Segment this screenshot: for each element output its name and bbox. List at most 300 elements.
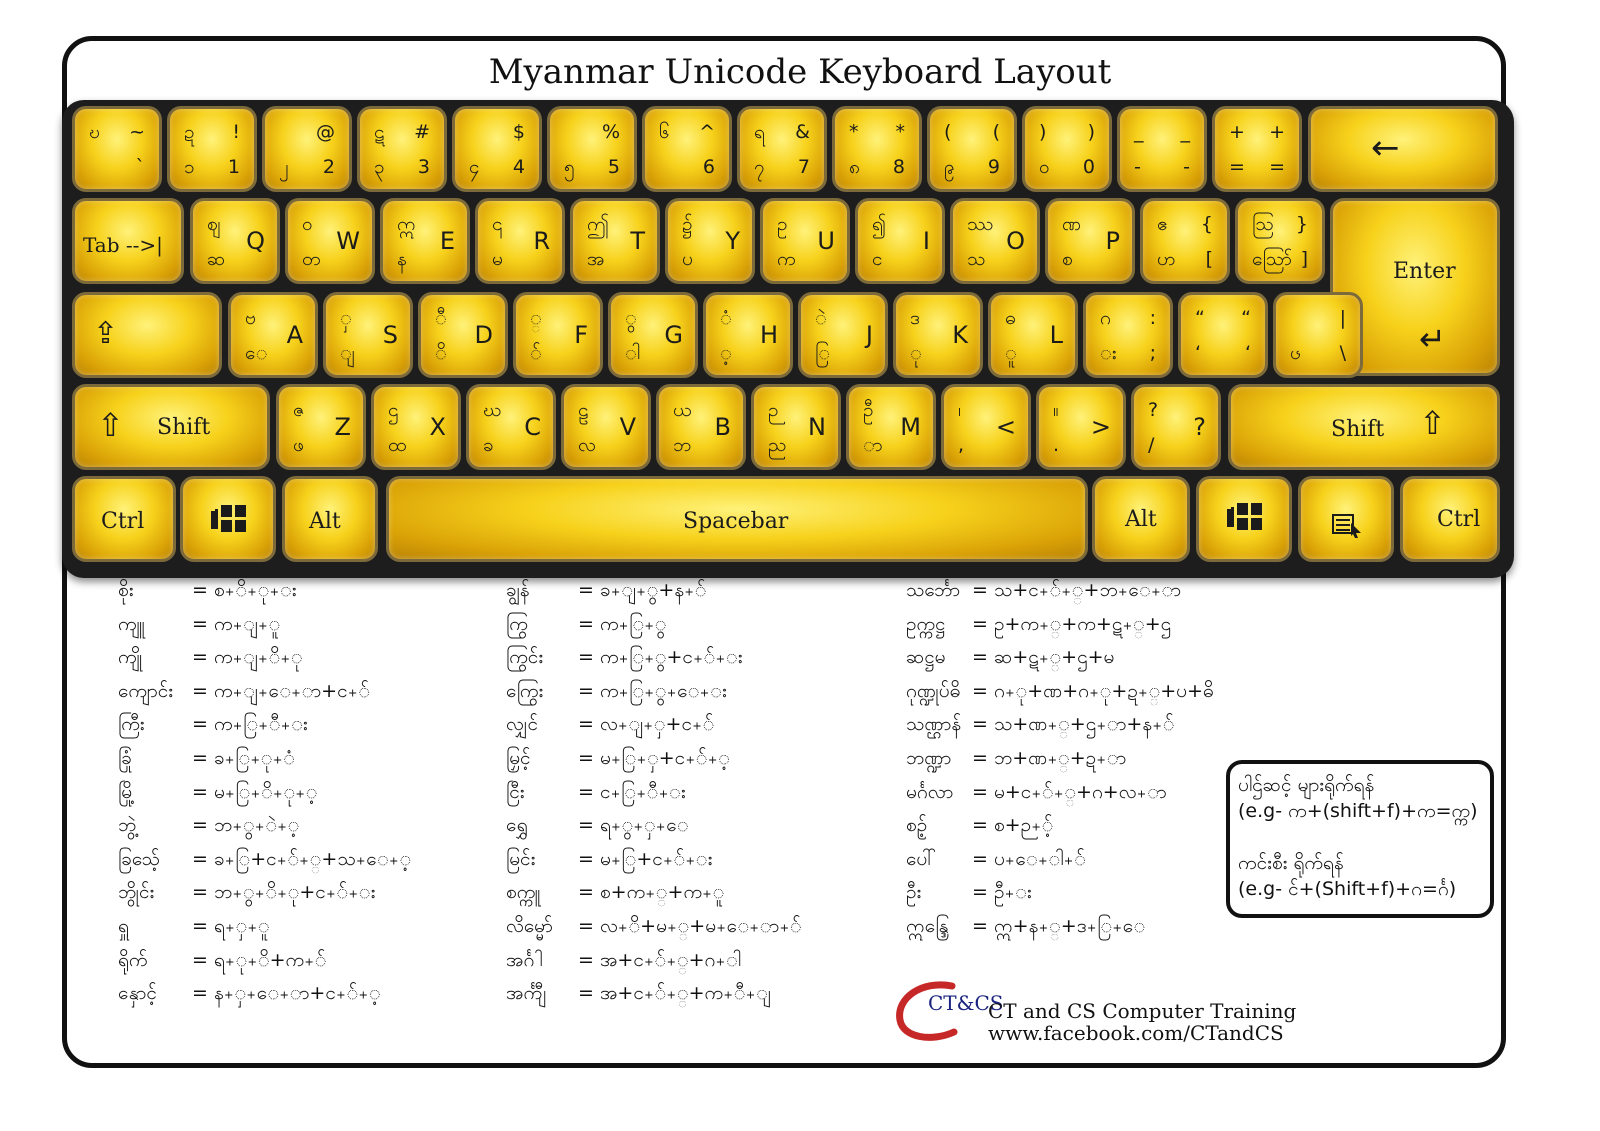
key-letter: Y bbox=[725, 227, 740, 255]
left-shift-key[interactable] bbox=[72, 384, 270, 470]
rule-word: ရှူ bbox=[118, 915, 129, 937]
rule-formula: = မ+ြ+ှ+င+်+့ bbox=[578, 747, 730, 769]
key-r4-9[interactable] bbox=[1131, 384, 1221, 470]
key-legend-bl: - bbox=[1134, 156, 1141, 178]
key-letter: N bbox=[808, 413, 826, 441]
rule-word: ကြီး bbox=[118, 713, 145, 736]
key-r2-10[interactable] bbox=[1140, 198, 1230, 284]
rule-formula: = က+ျ+ူ bbox=[192, 612, 281, 635]
key-legend-base: . bbox=[1053, 434, 1060, 456]
key-r3-4[interactable] bbox=[608, 292, 698, 378]
right-ctrl-label: Ctrl bbox=[1437, 507, 1481, 532]
rule-formula: = ခ+ြ+ု+ံ bbox=[192, 747, 295, 769]
shift-arrow-icon: ⇧ bbox=[1419, 404, 1446, 442]
key-letter: ? bbox=[1193, 413, 1206, 441]
key-legend-tr: | bbox=[1339, 307, 1346, 329]
key-legend-tl: * bbox=[849, 121, 859, 143]
key-letter: Z bbox=[334, 413, 351, 441]
key-legend-shift: ယ bbox=[673, 399, 692, 421]
key-r1-11[interactable] bbox=[1117, 106, 1207, 192]
key-legend-br: ` bbox=[135, 156, 145, 178]
key-legend-br: = bbox=[1269, 156, 1285, 178]
key-legend-tl: _ bbox=[1134, 121, 1144, 143]
key-legend-tr: ~ bbox=[129, 121, 145, 143]
key-legend-shift: ဒ bbox=[910, 307, 920, 329]
key-letter: T bbox=[630, 227, 645, 255]
rule-formula: = ခ+ျ+ွ+န+် bbox=[578, 579, 707, 601]
enter-arrow-icon: ↵ bbox=[1419, 320, 1446, 358]
key-r4-3[interactable] bbox=[561, 384, 651, 470]
key-legend-tl: ဂ bbox=[1100, 307, 1111, 329]
rule-formula: = ရ+ှ+ူ bbox=[192, 915, 270, 937]
rule-formula: = စ+ိ+ု+း bbox=[192, 579, 297, 601]
key-r1-7[interactable] bbox=[737, 106, 827, 192]
key-legend-tl: ဎ bbox=[89, 121, 100, 143]
brand-name: CT and CS Computer Training bbox=[988, 999, 1297, 1023]
key-legend-br: ; bbox=[1149, 342, 1156, 364]
key-legend-base: / bbox=[1148, 434, 1155, 456]
key-legend-shift: ီ bbox=[435, 307, 447, 329]
key-legend-base: ျ bbox=[340, 342, 355, 364]
key-letter: I bbox=[922, 227, 930, 255]
key-legend-bl: ၁ bbox=[184, 156, 195, 178]
key-legend-tr: ! bbox=[232, 121, 240, 143]
key-legend-tl: ဩ bbox=[1252, 213, 1274, 235]
key-r1-0[interactable] bbox=[72, 106, 162, 192]
right-shift-label: Shift bbox=[1331, 417, 1385, 442]
windows-logo-icon bbox=[209, 503, 249, 537]
key-legend-tr: ) bbox=[1087, 121, 1095, 143]
key-legend-shift: ဠ bbox=[578, 399, 589, 421]
key-r2-0[interactable] bbox=[190, 198, 280, 284]
right-shift-key[interactable] bbox=[1228, 384, 1500, 470]
rule-word: ကြွ bbox=[506, 612, 528, 635]
key-legend-br: [ bbox=[1205, 248, 1213, 270]
key-legend-base: တ bbox=[302, 248, 321, 270]
key-legend-tl: ၆ bbox=[659, 121, 670, 143]
key-legend-br: 2 bbox=[322, 156, 335, 178]
key-legend-shift: ဦ bbox=[863, 399, 874, 421]
rule-formula: = ဘ+ွ+ဲ+့ bbox=[192, 814, 300, 837]
key-legend-br: 6 bbox=[702, 156, 715, 178]
key-letter: A bbox=[286, 321, 303, 349]
rule-formula: = ဘ+ွ+ိ+ု+င+်+း bbox=[192, 881, 376, 904]
key-letter: > bbox=[1090, 413, 1111, 441]
rule-word: မြို့ bbox=[118, 780, 135, 803]
rule-formula: = သ+ဏ+္+ဌ+ာ+န+် bbox=[972, 713, 1175, 736]
key-letter: D bbox=[474, 321, 493, 349]
key-legend-bl: ၀ bbox=[1039, 156, 1050, 178]
rule-word: ဥက္ကဋ္ဌ bbox=[906, 612, 946, 635]
enter-label: Enter bbox=[1393, 259, 1456, 284]
rule-word: ရိုက် bbox=[118, 948, 148, 971]
key-legend-shift: ံ bbox=[720, 307, 732, 329]
rule-formula: = က+ြ+ွ+ေ+း bbox=[578, 679, 727, 702]
key-legend-tr: } bbox=[1295, 213, 1308, 235]
rule-formula: = မ+င+်+္+ဂ+လ+ာ bbox=[972, 780, 1167, 803]
rule-word: ဂုဏ္ဍုပ်ဓိ bbox=[906, 679, 961, 702]
tab-label: Tab -->| bbox=[83, 233, 163, 257]
key-legend-tr: “ bbox=[1241, 307, 1251, 329]
rule-formula: = င+ြ+ီ+း bbox=[578, 780, 686, 803]
key-legend-shift: ဃ bbox=[483, 399, 502, 421]
rule-formula: = စ+က+္+က+ူ bbox=[578, 881, 725, 904]
left-ctrl-key[interactable] bbox=[72, 476, 176, 562]
key-letter: G bbox=[664, 321, 683, 349]
key-legend-tr: _ bbox=[1180, 121, 1190, 143]
key-r3-5[interactable] bbox=[703, 292, 793, 378]
key-r1-10[interactable] bbox=[1022, 106, 1112, 192]
rule-formula: = စ+ဉ+့် bbox=[972, 814, 1054, 837]
key-legend-tl: “ bbox=[1195, 307, 1205, 329]
key-legend-base: ါ bbox=[625, 342, 641, 364]
key-letter: W bbox=[336, 227, 360, 255]
key-legend-base: န bbox=[397, 248, 407, 270]
key-r4-8[interactable] bbox=[1036, 384, 1126, 470]
key-legend-bl: ၇ bbox=[754, 156, 765, 178]
ctcs-logo-icon bbox=[892, 980, 1004, 1044]
rule-formula: = ဣ+န+္+ဒ+ြ+ေ bbox=[972, 915, 1146, 937]
left-alt-label: Alt bbox=[309, 509, 341, 534]
rule-formula: = က+ြ+ွ+င+်+း bbox=[578, 646, 743, 669]
key-letter: R bbox=[533, 227, 550, 255]
key-r2-3[interactable] bbox=[475, 198, 565, 284]
key-legend-shift: ွ bbox=[625, 307, 637, 329]
rule-word: ကြွင်း bbox=[506, 646, 544, 669]
key-legend-br: \ bbox=[1339, 342, 1346, 364]
key-legend-bl: ဪ bbox=[1252, 248, 1292, 270]
key-legend-base: , bbox=[958, 434, 965, 456]
key-legend-shift: ၍ bbox=[872, 213, 887, 235]
key-r2-7[interactable] bbox=[855, 198, 945, 284]
logo-text: CT&CS bbox=[928, 991, 1004, 1015]
right-alt-label: Alt bbox=[1125, 507, 1157, 532]
note-line-4: (e.g- င်+(Shift+f)+ဂ=င်္ဂ) bbox=[1238, 878, 1457, 900]
key-r2-8[interactable] bbox=[950, 198, 1040, 284]
key-r3-11[interactable] bbox=[1273, 292, 1363, 378]
key-letter: P bbox=[1105, 227, 1120, 255]
key-legend-shift: ဏ bbox=[1062, 213, 1082, 235]
rule-formula: = မ+ြ+င+်+း bbox=[578, 847, 713, 870]
key-legend-base: င bbox=[872, 248, 883, 270]
key-legend-base: ု bbox=[910, 342, 922, 364]
key-r3-2[interactable] bbox=[418, 292, 508, 378]
rule-word: သဏ္ဌာန် bbox=[906, 713, 962, 736]
key-letter: B bbox=[714, 413, 731, 441]
key-legend-bl: ၂ bbox=[279, 156, 289, 178]
key-legend-shift: ဉ bbox=[768, 399, 779, 421]
key-legend-tr: ( bbox=[992, 121, 1000, 143]
left-shift-label: Shift bbox=[157, 415, 211, 440]
key-r1-4[interactable] bbox=[452, 106, 542, 192]
key-r1-1[interactable] bbox=[167, 106, 257, 192]
shift-arrow-icon: ⇧ bbox=[97, 406, 124, 444]
tab-key[interactable] bbox=[72, 198, 184, 284]
menu-key[interactable] bbox=[1298, 476, 1394, 562]
rule-word: ဘွိုင်း bbox=[118, 881, 155, 904]
rule-word: ငြီး bbox=[506, 780, 525, 803]
key-legend-br: - bbox=[1183, 156, 1190, 178]
key-letter: K bbox=[952, 321, 968, 349]
key-legend-tl: ( bbox=[944, 121, 952, 143]
rule-word: ခြုံ bbox=[118, 747, 132, 769]
key-legend-shift: ။ bbox=[1053, 399, 1059, 421]
key-legend-shift: ဥ bbox=[777, 213, 788, 235]
rule-word: အင်္ကျီ bbox=[506, 982, 547, 1005]
note-line-3: ကင်းစီး ရိုက်ရန် bbox=[1238, 852, 1344, 874]
key-letter: O bbox=[1006, 227, 1025, 255]
note-line-1: ပါဌ်ဆင့် များရိုက်ရန် bbox=[1238, 774, 1375, 796]
rule-formula: = က+ြ+ွ bbox=[578, 612, 667, 635]
key-legend-shift: ္ bbox=[530, 307, 542, 329]
rule-word: စိုး bbox=[118, 579, 134, 601]
key-legend-base: ဖ bbox=[293, 434, 304, 456]
key-legend-shift: ဓ bbox=[1005, 307, 1016, 329]
key-legend-br: 3 bbox=[417, 156, 430, 178]
key-r4-6[interactable] bbox=[846, 384, 936, 470]
key-letter: C bbox=[524, 413, 541, 441]
left-alt-key[interactable] bbox=[282, 476, 378, 562]
page-title: Myanmar Unicode Keyboard Layout bbox=[488, 52, 1112, 92]
key-legend-shift: ဣ bbox=[397, 213, 416, 235]
brand-url: www.facebook.com/CTandCS bbox=[988, 1021, 1284, 1045]
rule-formula: = မ+ြ+ိ+ု+့ bbox=[192, 780, 318, 803]
rule-formula: = ဆ+ဋ+္+ဌ+မ bbox=[972, 646, 1115, 669]
key-r3-10[interactable] bbox=[1178, 292, 1268, 378]
key-legend-bl: ၈ bbox=[849, 156, 860, 178]
rule-formula: = ဦ+း bbox=[972, 881, 1032, 904]
rule-word: နှောင့် bbox=[118, 982, 157, 1005]
rule-word: မြင်း bbox=[506, 847, 536, 870]
spacebar-label: Spacebar bbox=[683, 509, 789, 534]
key-legend-shift: ဝ bbox=[302, 213, 313, 235]
key-r1-9[interactable] bbox=[927, 106, 1017, 192]
note-box bbox=[1226, 760, 1494, 918]
key-r1-6[interactable] bbox=[642, 106, 732, 192]
key-r3-6[interactable] bbox=[798, 292, 888, 378]
rule-formula: = ခ+ြ+င+်+္+သ+ေ+့ bbox=[192, 847, 412, 870]
rule-word: ရွှေ bbox=[506, 814, 528, 837]
key-legend-base: ေ bbox=[245, 342, 268, 364]
key-legend-base: ဆ bbox=[207, 248, 226, 270]
key-legend-base: ဘ bbox=[673, 434, 692, 456]
key-legend-base: ့ bbox=[720, 342, 732, 364]
key-r2-4[interactable] bbox=[570, 198, 660, 284]
rule-formula: = က+ျ+ိ+ု bbox=[192, 646, 303, 669]
rule-word: ပေါ် bbox=[906, 847, 936, 870]
rule-word: စဉ့် bbox=[906, 814, 928, 837]
key-legend-bl: ၉ bbox=[944, 156, 955, 178]
key-legend-bl: ဟ bbox=[1157, 248, 1176, 270]
rule-word: ဆဋ္ဌမ bbox=[906, 646, 946, 669]
key-legend-br: 4 bbox=[512, 156, 525, 178]
key-letter: X bbox=[429, 413, 446, 441]
rule-word: မြှင့် bbox=[506, 747, 531, 769]
key-legend-shift: ၌ bbox=[682, 213, 693, 235]
key-r1-8[interactable] bbox=[832, 106, 922, 192]
key-r4-7[interactable] bbox=[941, 384, 1031, 470]
key-r4-4[interactable] bbox=[656, 384, 746, 470]
key-legend-base: ခ bbox=[483, 434, 494, 456]
key-letter: H bbox=[759, 321, 778, 349]
rule-word: လျှင် bbox=[506, 713, 539, 736]
key-r3-9[interactable] bbox=[1083, 292, 1173, 378]
rule-formula: = လ+ျ+ှ+င+် bbox=[578, 713, 715, 736]
key-legend-bl: း bbox=[1100, 342, 1117, 364]
rule-word: ဦး bbox=[906, 881, 922, 904]
rule-word: စက္ကူ bbox=[506, 881, 541, 904]
rule-formula: = န+ှ+ေ+ာ+င+်+့ bbox=[192, 982, 381, 1005]
key-legend-tr: { bbox=[1200, 213, 1213, 235]
rule-word: မင်္ဂလာ bbox=[906, 780, 954, 803]
rule-word: ဘွဲ့ bbox=[118, 814, 137, 837]
key-letter: F bbox=[574, 321, 588, 349]
key-r3-1[interactable] bbox=[323, 292, 413, 378]
left-windows-key[interactable] bbox=[180, 476, 276, 562]
key-letter: S bbox=[382, 321, 398, 349]
right-windows-key[interactable] bbox=[1196, 476, 1292, 562]
key-legend-tl: ဋ bbox=[374, 121, 385, 143]
key-r4-5[interactable] bbox=[751, 384, 841, 470]
key-legend-base: ် bbox=[530, 342, 542, 364]
key-legend-br: 1 bbox=[227, 156, 240, 178]
backspace-key[interactable] bbox=[1308, 106, 1498, 192]
key-legend-base: က bbox=[777, 248, 796, 270]
key-r2-9[interactable] bbox=[1045, 198, 1135, 284]
key-r4-2[interactable] bbox=[466, 384, 556, 470]
key-letter: E bbox=[439, 227, 455, 255]
key-r2-11[interactable] bbox=[1235, 198, 1325, 284]
key-legend-base: ူ bbox=[1005, 342, 1017, 364]
key-legend-base: ထ bbox=[388, 434, 407, 456]
rule-formula: = ဥ+က+္+က+ဋ+္+ဌ bbox=[972, 612, 1172, 635]
key-letter: J bbox=[865, 321, 873, 349]
rule-word: သင်္ဘော bbox=[906, 579, 961, 601]
key-legend-bl: ၅ bbox=[564, 156, 575, 178]
key-letter: U bbox=[817, 227, 835, 255]
key-letter: M bbox=[900, 413, 921, 441]
key-legend-shift: ဿ bbox=[967, 213, 994, 235]
key-legend-tr: : bbox=[1149, 307, 1156, 329]
key-r1-5[interactable] bbox=[547, 106, 637, 192]
key-r4-0[interactable] bbox=[276, 384, 366, 470]
key-letter: L bbox=[1049, 321, 1063, 349]
key-r3-0[interactable] bbox=[228, 292, 318, 378]
note-line-2: (e.g- က+(shift+f)+က=က္က) bbox=[1238, 800, 1478, 822]
left-ctrl-label: Ctrl bbox=[101, 509, 145, 534]
caps-lock-key[interactable] bbox=[72, 292, 222, 378]
rule-formula: = ရ+ု+ိ+က+် bbox=[192, 948, 327, 971]
key-legend-br: 5 bbox=[607, 156, 620, 178]
key-legend-shift: ှ bbox=[340, 307, 352, 329]
key-r1-2[interactable] bbox=[262, 106, 352, 192]
right-alt-key[interactable] bbox=[1092, 476, 1190, 562]
rule-word: ကျောင်း bbox=[118, 679, 174, 702]
key-legend-shift: ၊ bbox=[958, 399, 962, 421]
key-r2-2[interactable] bbox=[380, 198, 470, 284]
rule-formula: = က+ျ+ေ+ာ+င+် bbox=[192, 679, 371, 702]
key-legend-base: ာ bbox=[863, 434, 883, 456]
key-legend-tl: ဧ bbox=[1157, 213, 1168, 235]
key-legend-base: သ bbox=[967, 248, 986, 270]
windows-logo-icon bbox=[1225, 501, 1265, 535]
rule-formula: = က+ြ+ီ+း bbox=[192, 713, 308, 736]
key-legend-br: ] bbox=[1300, 248, 1308, 270]
spacebar-key[interactable] bbox=[386, 476, 1088, 562]
key-r2-1[interactable] bbox=[285, 198, 375, 284]
key-legend-shift: ဈ bbox=[207, 213, 221, 235]
key-legend-bl: ၃ bbox=[374, 156, 385, 178]
rule-formula: = ရ+ွ+ှ+ေ bbox=[578, 814, 689, 837]
key-legend-shift: ? bbox=[1148, 399, 1159, 421]
key-r1-3[interactable] bbox=[357, 106, 447, 192]
key-legend-shift: ဤ bbox=[587, 213, 609, 235]
key-r3-8[interactable] bbox=[988, 292, 1078, 378]
key-legend-tl: ) bbox=[1039, 121, 1047, 143]
rule-word: ဘဏ္ဍာ bbox=[906, 747, 952, 769]
rule-word: လိမ္မော် bbox=[506, 915, 553, 937]
key-legend-bl: ‘ bbox=[1195, 342, 1202, 364]
right-ctrl-key[interactable] bbox=[1400, 476, 1500, 562]
key-legend-shift: ဗ bbox=[245, 307, 256, 329]
key-legend-base: ြ bbox=[815, 342, 830, 364]
key-r3-7[interactable] bbox=[893, 292, 983, 378]
rule-word: ချွန် bbox=[506, 579, 530, 601]
key-r4-1[interactable] bbox=[371, 384, 461, 470]
key-legend-tr: % bbox=[601, 121, 620, 143]
key-legend-tr: $ bbox=[512, 121, 525, 143]
key-legend-tr: * bbox=[895, 121, 905, 143]
key-legend-shift: ဇ bbox=[293, 399, 305, 421]
rule-word: ဣန္ဒြေ bbox=[906, 915, 949, 937]
key-legend-tr: & bbox=[795, 121, 810, 143]
key-legend-shift: ၎ bbox=[492, 213, 503, 235]
rule-formula: = အ+င+်+္+ဂ+ါ bbox=[578, 948, 742, 971]
key-legend-br: 9 bbox=[987, 156, 1000, 178]
rule-word: ကျို bbox=[118, 646, 143, 669]
brand-block bbox=[988, 1000, 1296, 1044]
backspace-arrow-icon: ← bbox=[1371, 128, 1400, 168]
key-legend-base: အ bbox=[587, 248, 605, 270]
key-letter: < bbox=[995, 413, 1016, 441]
key-r1-12[interactable] bbox=[1212, 106, 1302, 192]
key-legend-tr: + bbox=[1269, 121, 1285, 143]
key-legend-shift: ဌ bbox=[388, 399, 399, 421]
key-legend-bl: ၄ bbox=[469, 156, 480, 178]
key-legend-tl: ဍ bbox=[184, 121, 195, 143]
key-legend-tl: ရ bbox=[754, 121, 765, 143]
caps-lock-icon: ⇪ bbox=[93, 316, 119, 351]
key-legend-base: ိ bbox=[435, 342, 447, 364]
key-legend-br: 7 bbox=[797, 156, 810, 178]
key-r2-5[interactable] bbox=[665, 198, 755, 284]
key-legend-bl: = bbox=[1229, 156, 1245, 178]
key-legend-tl: + bbox=[1229, 121, 1245, 143]
key-legend-tr: # bbox=[414, 121, 430, 143]
rule-formula: = လ+ိ+မ+္+မ+ေ+ာ+် bbox=[578, 915, 802, 937]
key-r2-6[interactable] bbox=[760, 198, 850, 284]
key-legend-base: စ bbox=[1062, 248, 1073, 270]
rule-word: ကျူ bbox=[118, 612, 146, 635]
key-letter: V bbox=[619, 413, 636, 441]
rule-formula: = ပ+ေ+ါ+် bbox=[972, 847, 1086, 870]
key-r3-3[interactable] bbox=[513, 292, 603, 378]
key-legend-base: မ bbox=[492, 248, 503, 270]
key-legend-tr: @ bbox=[316, 121, 335, 143]
key-legend-base: လ bbox=[578, 434, 596, 456]
rule-word: အင်္ဂါ bbox=[506, 948, 543, 971]
rule-formula: = အ+င+်+္+က+ီ+ျ bbox=[578, 982, 771, 1005]
